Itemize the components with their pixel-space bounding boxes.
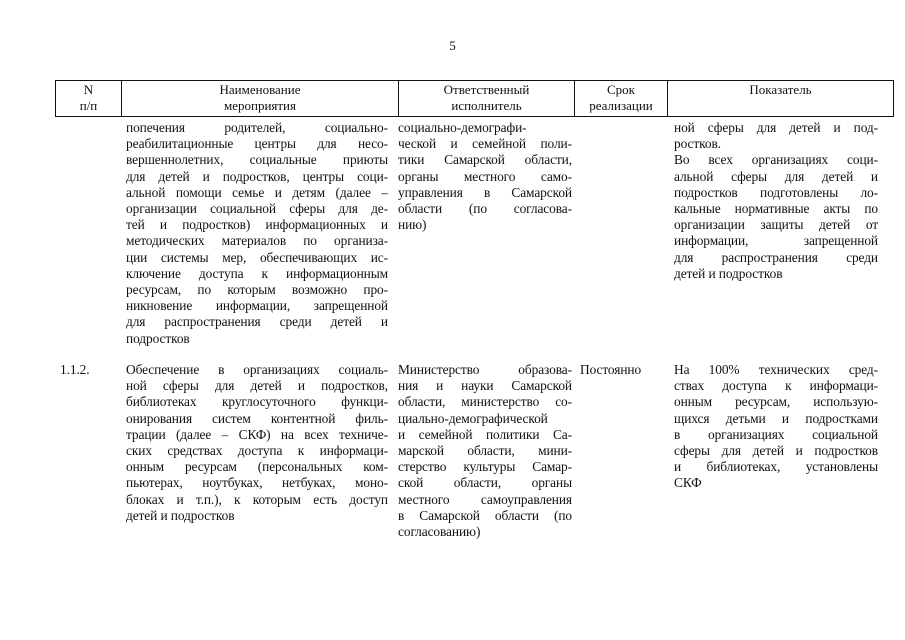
text-line: никновение информации, запрещенной: [126, 298, 388, 314]
header-indicator-line-1: Показатель: [749, 82, 812, 97]
text-line: пьютерах, ноутбуках, нетбуках, моно-: [126, 475, 388, 491]
row-2-responsible: [398, 362, 572, 540]
text-line: организации социальной сферы для де-: [126, 201, 388, 217]
text-line: библиотеках круглосуточного функци-: [126, 394, 388, 410]
text-line: СКФ: [674, 475, 702, 491]
text-line: согласованию): [398, 524, 481, 540]
text-line: ских средствах доступа к информаци-: [126, 443, 388, 459]
text-line: На 100% технических сред-: [674, 362, 878, 377]
text-line: онным ресурсам (персональных ком-: [126, 459, 388, 475]
text-line: для распространения среди: [674, 249, 878, 265]
header-number-line-1: N: [83, 82, 94, 97]
header-event: [122, 81, 399, 117]
text-line: тей и подростков) информационных и: [126, 217, 388, 233]
table-header: [55, 80, 894, 117]
header-responsible-line-2: исполнитель: [451, 98, 522, 113]
text-line: блоках и т.п.), к которым есть доступ: [126, 491, 388, 507]
text-line: социально-демографи-: [398, 120, 527, 135]
header-responsible-line-1: Ответственный: [443, 82, 530, 97]
text-line: нию): [398, 217, 427, 233]
header-event-line-2: мероприятия: [223, 98, 296, 113]
text-line: Министерство образова-: [398, 362, 572, 377]
text-line: методических материалов по организа-: [126, 233, 388, 249]
text-line: сферы для детей и подростков: [674, 443, 878, 459]
text-line: организации защиты детей от: [674, 217, 878, 233]
text-line: альной помощи семье и детям (далее –: [126, 184, 388, 200]
text-line: в Самарской области (по: [398, 507, 572, 523]
text-line: ной сферы для детей и подростков,: [126, 378, 388, 394]
text-line: ключение доступа к информационным: [126, 265, 388, 281]
row-1-responsible: [398, 120, 572, 233]
header-term: [575, 81, 668, 117]
row-2-number: [60, 362, 120, 378]
text-line: ростков.: [674, 136, 721, 152]
term-text: Постоянно: [580, 362, 642, 377]
text-line: трации (далее – СКФ) на всех техниче-: [126, 426, 388, 442]
text-line: ресурсам, по которым возможно про-: [126, 282, 388, 298]
row-1-event: [126, 120, 388, 347]
text-line: и библиотеках, установлены: [674, 459, 878, 475]
header-indicator: [668, 81, 894, 117]
row-1-indicator: [674, 120, 878, 282]
row-number: 1.1.2.: [60, 362, 90, 377]
header-number: [56, 81, 122, 117]
text-line: онным ресурсам, использую-: [674, 394, 878, 410]
text-line: детей и подростков: [126, 507, 235, 523]
header-term-line-2: реализации: [589, 98, 653, 113]
text-line: области (по согласова-: [398, 201, 572, 217]
header-event-line-1: Наименование: [219, 82, 301, 97]
text-line: ческой и семейной поли-: [398, 136, 572, 152]
text-line: онирования систем контентной филь-: [126, 410, 388, 426]
text-line: кальные нормативные акты по: [674, 201, 878, 217]
text-line: циально-демографической: [398, 410, 548, 426]
row-2-event: [126, 362, 388, 524]
text-line: марской области, мини-: [398, 443, 572, 459]
row-2-term: [580, 362, 666, 378]
text-line: для распространения среди детей и: [126, 314, 388, 330]
text-line: и семейной политики Са-: [398, 426, 572, 442]
text-line: органы местного само-: [398, 168, 572, 184]
text-line: ния и науки Самарской: [398, 378, 572, 394]
text-line: подростков: [126, 330, 190, 346]
text-line: местного самоуправления: [398, 491, 572, 507]
text-line: для детей и подростков, центры соци-: [126, 168, 388, 184]
text-line: попечения родителей, социально-: [126, 120, 388, 135]
text-line: подростков подготовлены ло-: [674, 184, 878, 200]
text-line: в организациях социальной: [674, 426, 878, 442]
header-term-line-1: Срок: [607, 82, 635, 97]
text-line: тики Самарской области,: [398, 152, 572, 168]
text-line: области, министерство со-: [398, 394, 572, 410]
text-line: Обеспечение в организациях социаль-: [126, 362, 388, 377]
text-line: реабилитационные центры для несо-: [126, 136, 388, 152]
text-line: Во всех организациях соци-: [674, 152, 878, 168]
text-line: стерство культуры Самар-: [398, 459, 572, 475]
text-line: управления в Самарской: [398, 184, 572, 200]
text-line: ской области, органы: [398, 475, 572, 491]
text-line: вершеннолетних, социальные приюты: [126, 152, 388, 168]
text-line: детей и подростков: [674, 265, 783, 281]
text-line: ции системы мер, обеспечивающих ис-: [126, 249, 388, 265]
row-2-indicator: [674, 362, 878, 492]
text-line: щихся детьми и подростками: [674, 410, 878, 426]
text-line: альной сферы для детей и: [674, 168, 878, 184]
header-number-line-2: п/п: [79, 98, 98, 113]
text-line: ствах доступа к информаци-: [674, 378, 878, 394]
text-line: информации, запрещенной: [674, 233, 878, 249]
text-line: ной сферы для детей и под-: [674, 120, 878, 135]
header-responsible: [399, 81, 575, 117]
page-number: 5: [449, 38, 456, 53]
